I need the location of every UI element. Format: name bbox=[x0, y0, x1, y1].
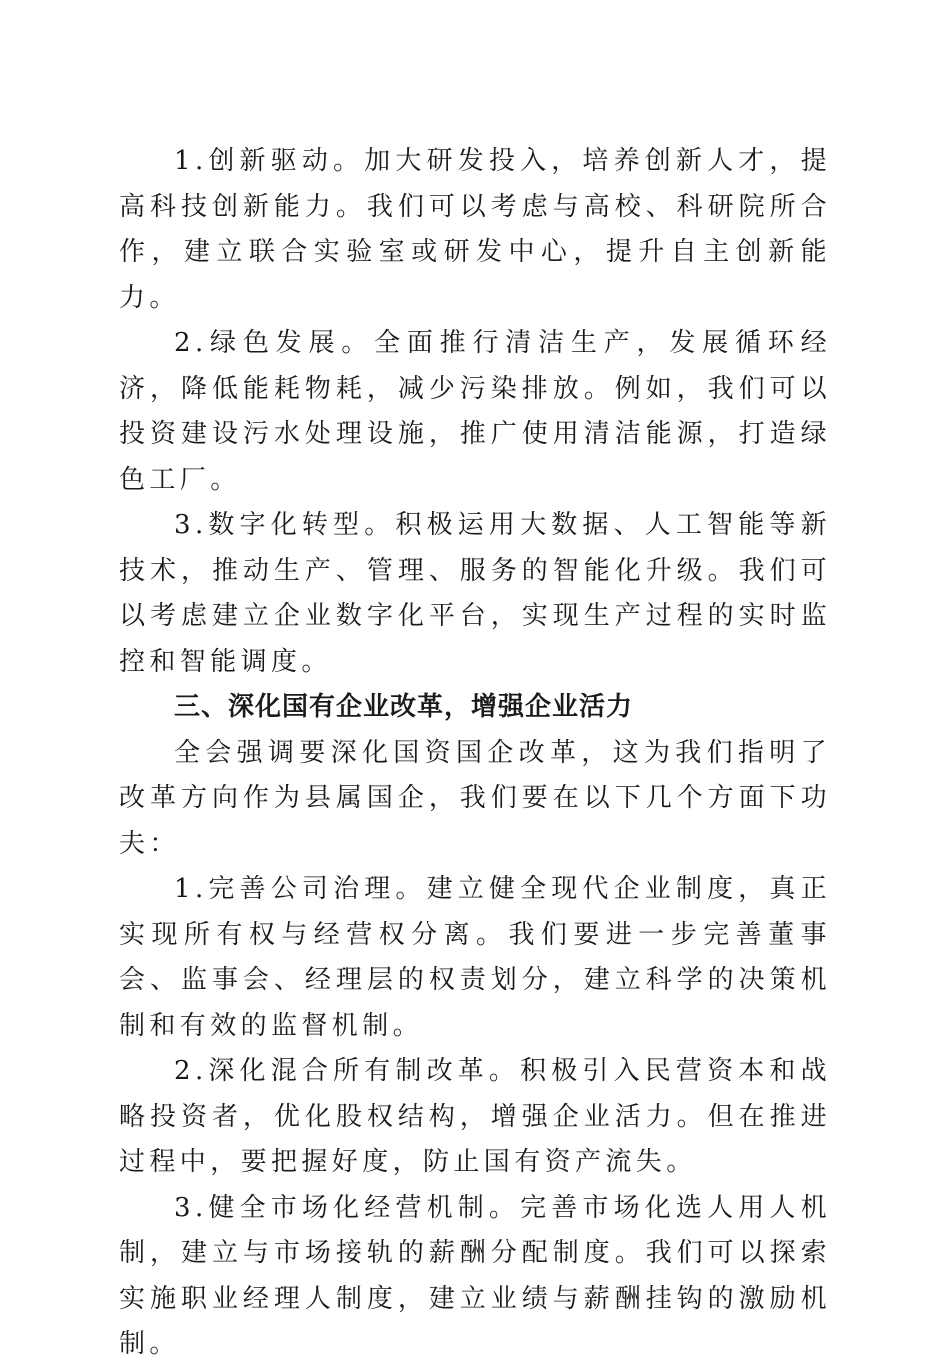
paragraph-corporate-governance: 1.完善公司治理。建立健全现代企业制度，真正实现所有权与经营权分离。我们要进一步完善董事会、监事会、经理层的权责划分，建立科学的决策机制和有效的监督机制。 bbox=[119, 874, 831, 1041]
paragraph-market-mechanism: 3.健全市场化经营机制。完善市场化选人用人机制，建立与市场接轨的薪酬分配制度。我们可以探索实施职业经理人制度，建立业绩与薪酬挂钩的激励机制。 bbox=[119, 1192, 831, 1359]
paragraph-mixed-ownership: 2.深化混合所有制改革。积极引入民营资本和战略投资者，优化股权结构，增强企业活力。但在推进过程中，要把握好度，防止国有资产流失。 bbox=[119, 1056, 831, 1177]
paragraph-green-development: 2.绿色发展。全面推行清洁生产，发展循环经济，降低能耗物耗，减少污染排放。例如，我们可以投资建设污水处理设施，推广使用清洁能源，打造绿色工厂。 bbox=[119, 328, 831, 495]
paragraph-digital-transformation: 3.数字化转型。积极运用大数据、人工智能等新技术，推动生产、管理、服务的智能化升级。我们可以考虑建立企业数字化平台，实现生产过程的实时监控和智能调度。 bbox=[119, 510, 831, 677]
paragraph-innovation-driven: 1.创新驱动。加大研发投入，培养创新人才，提高科技创新能力。我们可以考虑与高校、科研院所合作，建立联合实验室或研发中心，提升自主创新能力。 bbox=[119, 146, 831, 313]
section-heading-soe-reform: 三、深化国有企业改革，增强企业活力 bbox=[174, 692, 634, 722]
document-body bbox=[119, 139, 831, 1368]
paragraph-reform-intro: 全会强调要深化国资国企改革，这为我们指明了改革方向作为县属国企，我们要在以下几个方面下功夫： bbox=[119, 737, 831, 859]
